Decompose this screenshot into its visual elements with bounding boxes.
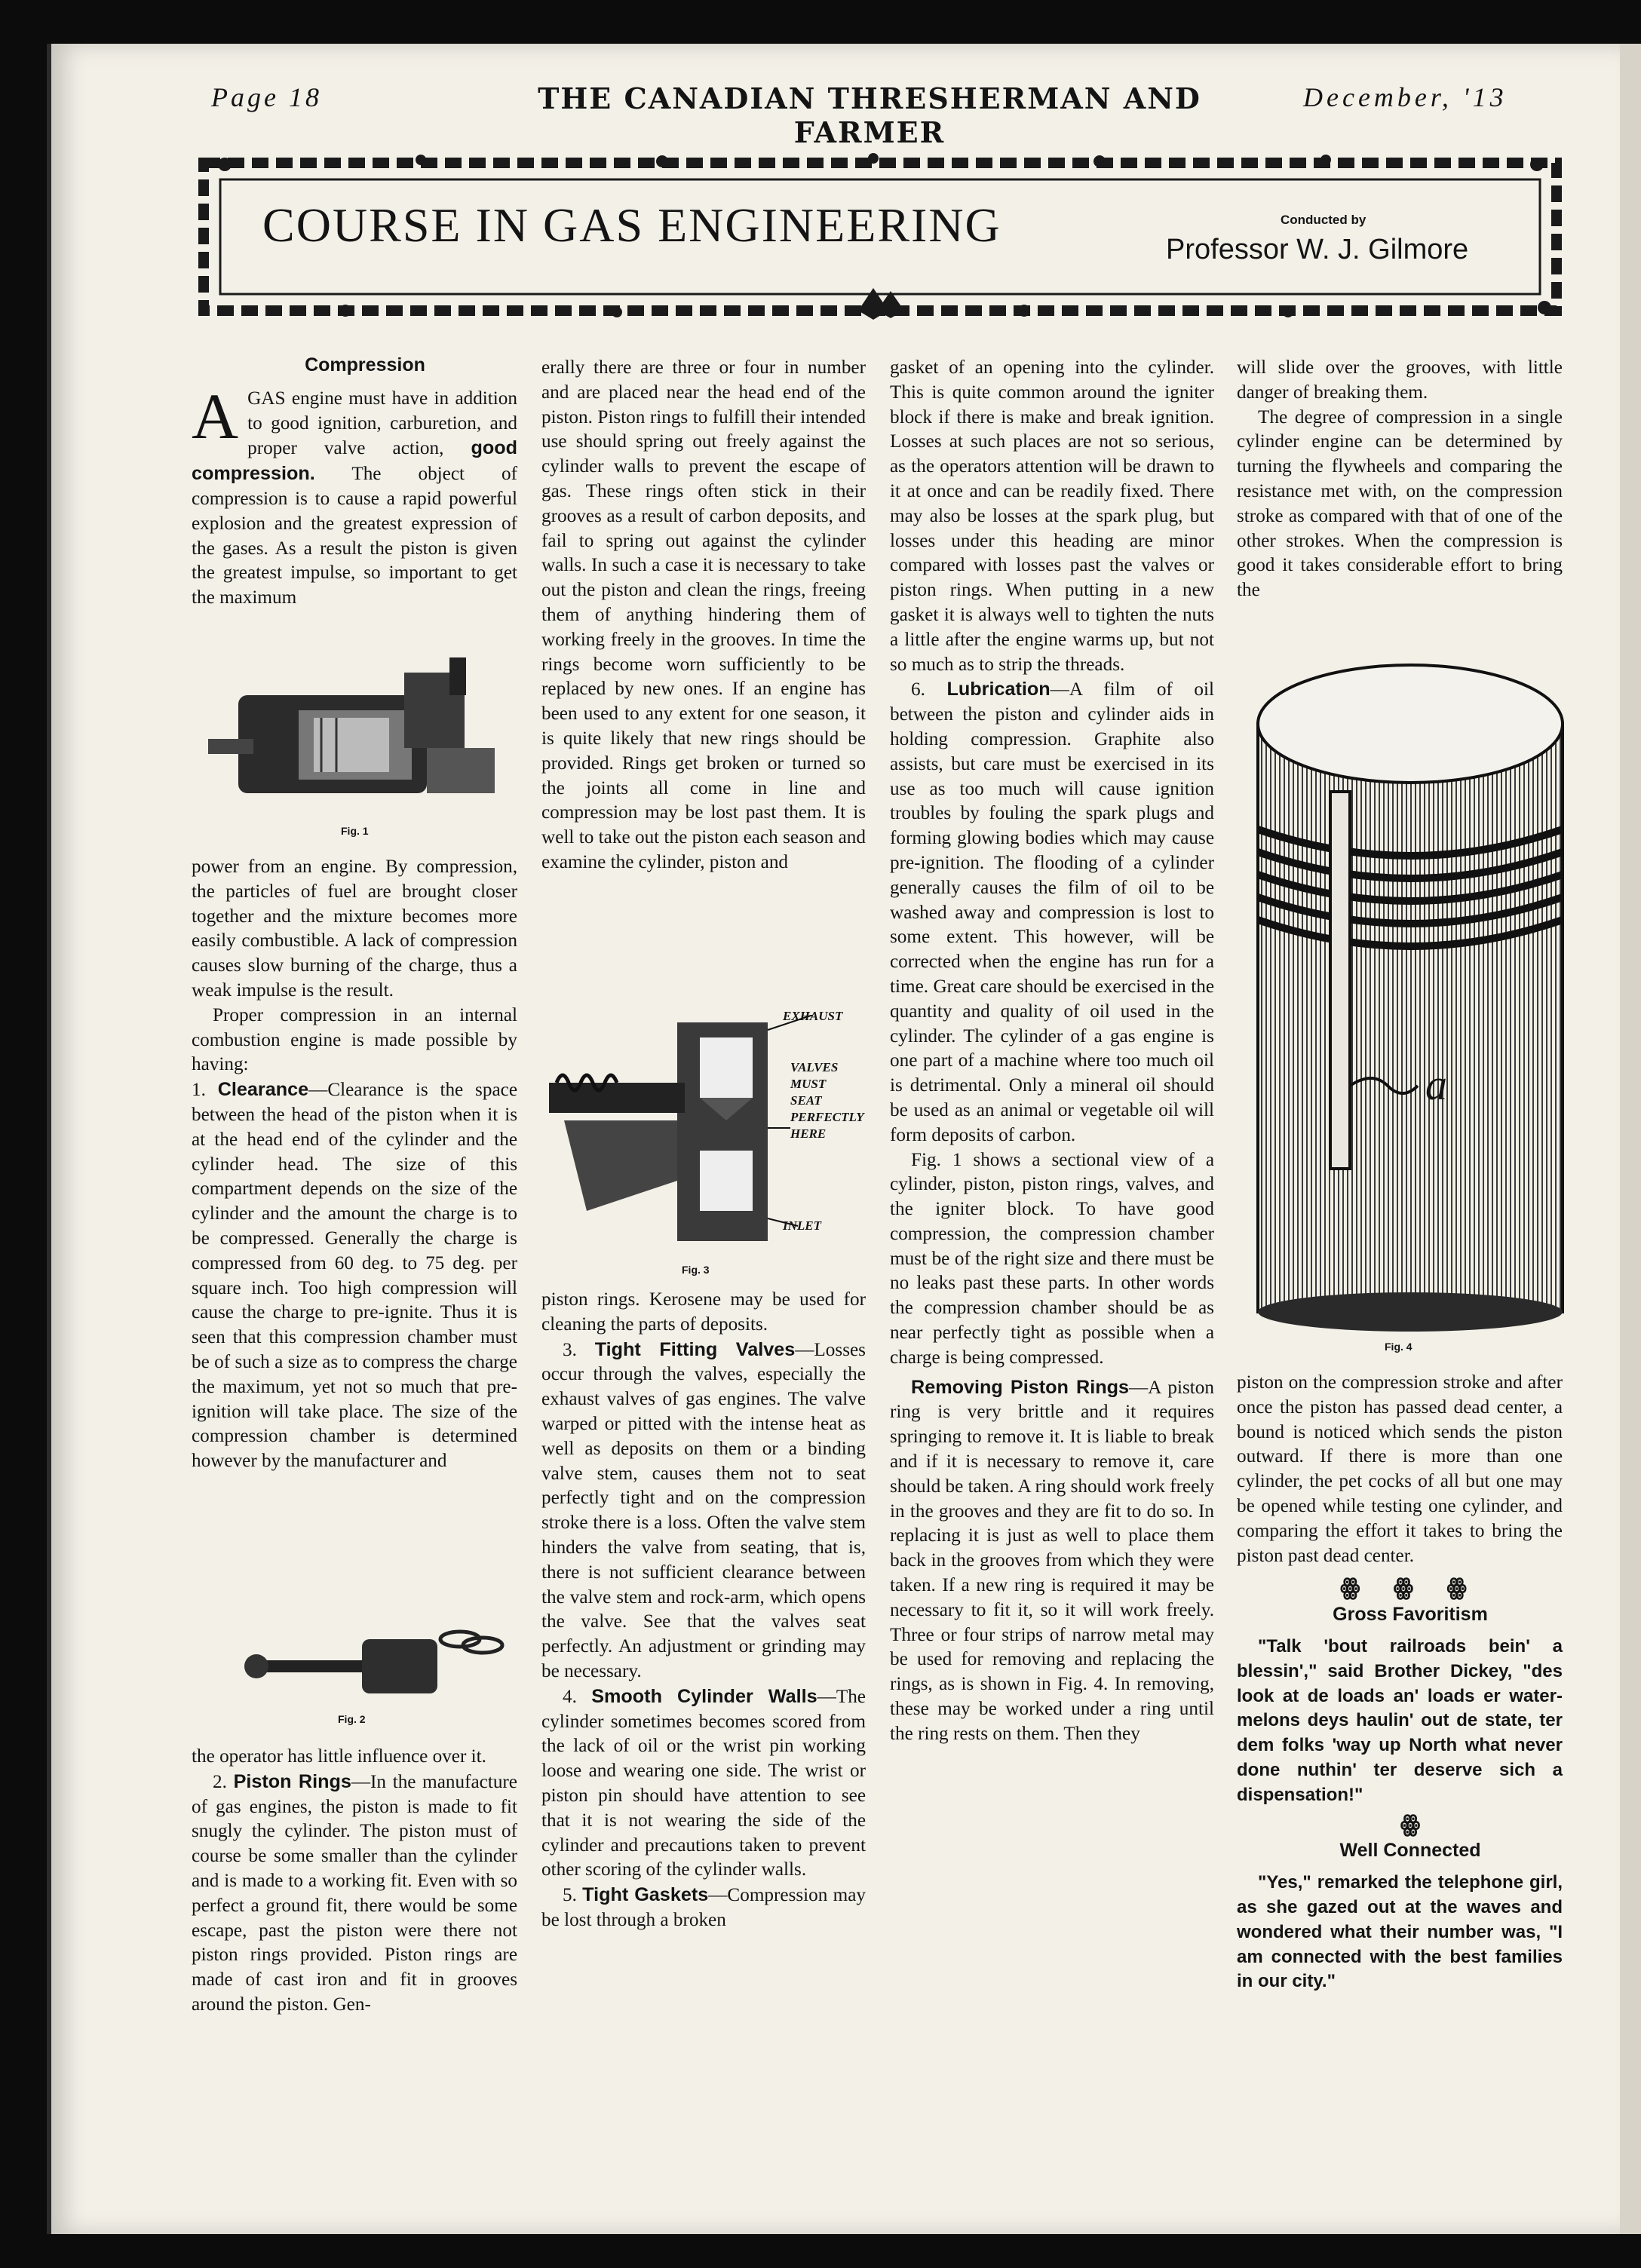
col4-paragraph-1: will slide over the grooves, with little danger of breaking them. bbox=[1237, 357, 1563, 403]
removing-rings-term: Removing Piston Rings bbox=[911, 1376, 1129, 1398]
column-4-top bbox=[1237, 356, 1563, 603]
col1-paragraph-3: Proper compression in an internal combustion engine is made possible by having: bbox=[192, 1004, 517, 1075]
piston-rings-paragraph bbox=[192, 1770, 517, 2018]
item-number-4: 4. bbox=[563, 1686, 577, 1707]
col2-paragraph-1: erally there are three or four in number and are placed near the head end of the piston. Piston rings to fulfill their intended use should spring out freely against the cylinder walls to prevent the escape of gas. These rings often stick in their grooves as a result of carbon deposits, and fail to spring out against the cylinder walls. In such a case it is necessary to take out the piston and clean the rings, freeing them of anything hindering them of working freely in the grooves. In time the rings become worn sufficiently to be replaced by new ones. If an engine has been used to any extent for one season, it is quite likely that new rings should be provided. Rings get broken or turned so the joints all come in line and compression may be lost past them. It is well to take out the piston each season and examine the cylinder, piston and bbox=[541, 357, 866, 872]
fig1-caption: Fig. 1 bbox=[341, 825, 369, 837]
publication-title: THE CANADIAN THRESHERMAN AND FARMER bbox=[538, 81, 1201, 149]
lubrication-text: —A film of oil between the piston and cylinder aids in holding compression. Graphite also assists, but care must be exercised in its use as too much will cause ignition troubles by fouling the spark plugs and forming glowing bodies which may cause pre-ignition. The flooding of a cylinder generally causes the film of oil to be washed away and compression is lost to some extent. This however, will be corrected when the engine has run for a time. Great care should be exercised in the quantity and quality of oil used in the cylinder. The cylinder of a gas engine is one part of a machine where too much oil is detrimental. Only a mineral oil should be used as an animal or vegetable oil will form deposits of carbon. bbox=[890, 679, 1214, 1145]
gaskets-text: —Compression may be lost through a broken bbox=[541, 1885, 866, 1930]
intro-paragraph bbox=[192, 379, 517, 611]
column-4-bottom bbox=[1237, 1371, 1563, 1994]
heading-gross-favoritism: Gross Favoritism bbox=[1333, 1604, 1488, 1626]
piston-rings-text: —In the manufacture of gas engines, the piston is made to fit snugly the cylinder. The piston must of course be some smaller than the cylinder and is made to a working fit. Even with so perfect a ground fit, there would be some escape, past the piston were there not piston rings provided. Piston rings are made of cast iron and fit in grooves around the piston. Gen- bbox=[192, 1771, 517, 2015]
fig3-label-here: HERE bbox=[790, 1126, 827, 1141]
section-ornament-2: ꙮ bbox=[1400, 1811, 1421, 1837]
col4-paragraph-3: piston on the compression stroke and after once the piston has passed dead center, a bound is noticed which sends the piston outward. If there is more than one cylinder, the pet cocks of all but one may be opened while testing one cylinder, and comparing the effort it takes to bring the piston past dead center. bbox=[1237, 1372, 1563, 1566]
article-title: COURSE IN GAS ENGINEERING bbox=[262, 198, 1001, 252]
item-number-3: 3. bbox=[563, 1339, 577, 1360]
intro-text-a: GAS engine must have in addition to good ignition, carburetion, and proper valve action, bbox=[247, 388, 517, 459]
fig4-label-a: a bbox=[1425, 1060, 1447, 1109]
item-number-6: 6. bbox=[911, 679, 925, 700]
cylinder-walls-term: Smooth Cylinder Walls bbox=[591, 1685, 817, 1707]
col2-paragraph-2: piston rings. Kerosene may be used for cleaning the parts of deposits. bbox=[541, 1289, 866, 1335]
col3-paragraph-1: gasket of an opening into the cylinder. This is quite common around the igniter block if there is make and break ignition. Losses at such places are not so serious, as the operators attention will be drawn to it at once and can be readily fixed. There may also be losses at the spark plug, but losses under this heading are minor compared with losses past the valves or piston rings. When putting in a new gasket it is always well to tighten the nuts a little after the engine warms up, but not so much as to strip the threads. bbox=[890, 357, 1214, 675]
conducted-by-label: Conducted by bbox=[1281, 213, 1366, 227]
fig3-label-exhaust: EXHAUST bbox=[783, 1009, 843, 1023]
item-number-2: 2. bbox=[213, 1771, 227, 1792]
fig3-valve-diagram bbox=[541, 1009, 866, 1264]
heading-compression: Compression bbox=[305, 354, 425, 375]
fig3-label-perfectly: PERFECTLY bbox=[790, 1110, 864, 1124]
fig3-label-seat: SEAT bbox=[790, 1093, 822, 1108]
drop-cap: A bbox=[192, 379, 239, 452]
valves-text: —Losses occur through the valves, especially the exhaust valves of gas engines. The valve warped or pitted with the intense heat as well as deposits on them or a binding valve stem, causes them not to seat perfectly tight and on the compression stroke there is a loss. Often the valve stem hinders the valve from seating, that is, there is not sufficient clearance between the valve stem and rock-arm, which opens the valve. See that the valves seat perfectly. An adjustment or grinding may be necessary. bbox=[541, 1339, 866, 1681]
column-2-top bbox=[541, 356, 866, 875]
fig3-label-inlet: INLET bbox=[783, 1218, 821, 1233]
heading-well-connected: Well Connected bbox=[1339, 1840, 1481, 1862]
column-2-bottom bbox=[541, 1288, 866, 1933]
issue-date: December, '13 bbox=[1303, 82, 1508, 112]
clearance-paragraph bbox=[192, 1077, 517, 1474]
item-number-1: 1. bbox=[192, 1080, 206, 1101]
piston-rings-term: Piston Rings bbox=[233, 1770, 351, 1792]
col1-paragraph-2: power from an engine. By compression, the particles of fuel are brought closer together and the mixture becomes more easily combustible. A lack of compression causes slow burning of the charge, thus a weak impulse is the result. bbox=[192, 857, 517, 1001]
section-ornament-1: ꙮ ꙮ ꙮ bbox=[1340, 1575, 1480, 1601]
clearance-term: Clearance bbox=[217, 1079, 309, 1101]
lubrication-paragraph bbox=[890, 677, 1214, 1148]
valves-paragraph bbox=[541, 1338, 866, 1684]
fig2-caption: Fig. 2 bbox=[338, 1713, 366, 1725]
gross-favoritism-text: "Talk 'bout railroads bein' a blessin'," said Brother Dickey, "des look at de loads an' loads er water-melons deys haulin' out de state, ter dem folks 'way up North what never done nuthin' ter deserve sich a dispensation!" bbox=[1237, 1635, 1563, 1805]
adjacent-page-edge bbox=[1620, 44, 1641, 2234]
fig3-caption: Fig. 3 bbox=[682, 1264, 710, 1276]
intro-bold: good compression. bbox=[192, 437, 517, 485]
column-1-bottom bbox=[192, 1745, 517, 2018]
holly-banner bbox=[195, 149, 1566, 321]
item-number-5: 5. bbox=[563, 1885, 577, 1906]
fig3-label-must: MUST bbox=[790, 1077, 827, 1091]
intro-text-b: The object of compression is to cause a rapid powerful explosion and the greatest expression of the gases. As a result the piston is given the greatest impulse, so important to get the maximum bbox=[192, 464, 517, 608]
fig3-label-valves: VALVES bbox=[790, 1060, 839, 1074]
col4-paragraph-2: The degree of compression in a single cylinder engine can be determined by turning the flywheels and comparing the resistance met with, on the compression stroke as compared with that of one of the other strokes. When the compression is good it takes considerable effort to bring the bbox=[1237, 406, 1563, 601]
removing-rings-text: —A piston ring is very brittle and it requires springing to remove it. It is liable to break and if it is necessary to remove it, care should be taken. A ring should work freely in the grooves and they are fit to do so. In replacing it is just as well to place them back in the grooves from which they were taken. If a new ring is required it may be necessary to fit it, so it will work freely. Three or four strips of narrow metal may be used for removing and replacing the rings, as is shown in Fig. 4. In removing, these may be worked under a ring until the ring rests on them. Then they bbox=[890, 1377, 1214, 1744]
gaskets-term: Tight Gaskets bbox=[582, 1884, 709, 1906]
author-name: Professor W. J. Gilmore bbox=[1166, 234, 1469, 265]
column-1-middle bbox=[192, 855, 517, 1474]
fig4-caption: Fig. 4 bbox=[1385, 1341, 1412, 1353]
col1-paragraph-5: the operator has little influence over it. bbox=[192, 1746, 486, 1767]
fig4-piston-with-rings bbox=[1252, 664, 1569, 1342]
well-connected-text: "Yes," remarked the telephone girl, as she gazed out at the waves and wondered what their number was, "I am connected with the best families in our city." bbox=[1237, 1872, 1563, 1992]
col3-paragraph-3: Fig. 1 shows a sectional view of a cylinder, piston, piston rings, valves, and the igniter block. To have good compression, the compression chamber must be of the right size and there must be no leaks past these parts. In other words the compression chamber should be as near perfectly tight as possible when a charge is being compressed. bbox=[890, 1149, 1214, 1368]
removing-rings-paragraph bbox=[890, 1375, 1214, 1747]
column-3 bbox=[890, 356, 1214, 1747]
column-1-top bbox=[192, 353, 517, 611]
fig1-engine-cylinder-image bbox=[208, 650, 517, 817]
gaskets-paragraph bbox=[541, 1883, 866, 1933]
cylinder-walls-text: —The cylinder sometimes becomes scored from the lack of oil or the wrist pin working loose and wearing one side. The wrist or piston pin should have attention to see that it is not wearing the side of the cylinder and precautions taken to prevent other scoring of the cylinder walls. bbox=[541, 1686, 866, 1880]
fig2-piston-rod-image bbox=[226, 1623, 513, 1707]
valves-term: Tight Fitting Valves bbox=[594, 1338, 796, 1360]
cylinder-walls-paragraph bbox=[541, 1684, 866, 1883]
page-number: Page 18 bbox=[211, 82, 322, 112]
lubrication-term: Lubrication bbox=[946, 679, 1051, 700]
clearance-text: —Clearance is the space between the head of the piston when it is at the head end of the cylinder and the cylinder head. The size of this compartment depends on the size of the cylinder and the amount the charge is to be compressed. Generally the charge is compressed from 60 deg. to 75 deg. per square inch. Too high compression will cause the charge to pre-ignite. Thus it is seen that this compression chamber must be of such a size as to compress the charge the maximum, yet not so much that pre-ignition will take place. The size of the compression chamber is determined however by the manufacturer and bbox=[192, 1080, 517, 1472]
